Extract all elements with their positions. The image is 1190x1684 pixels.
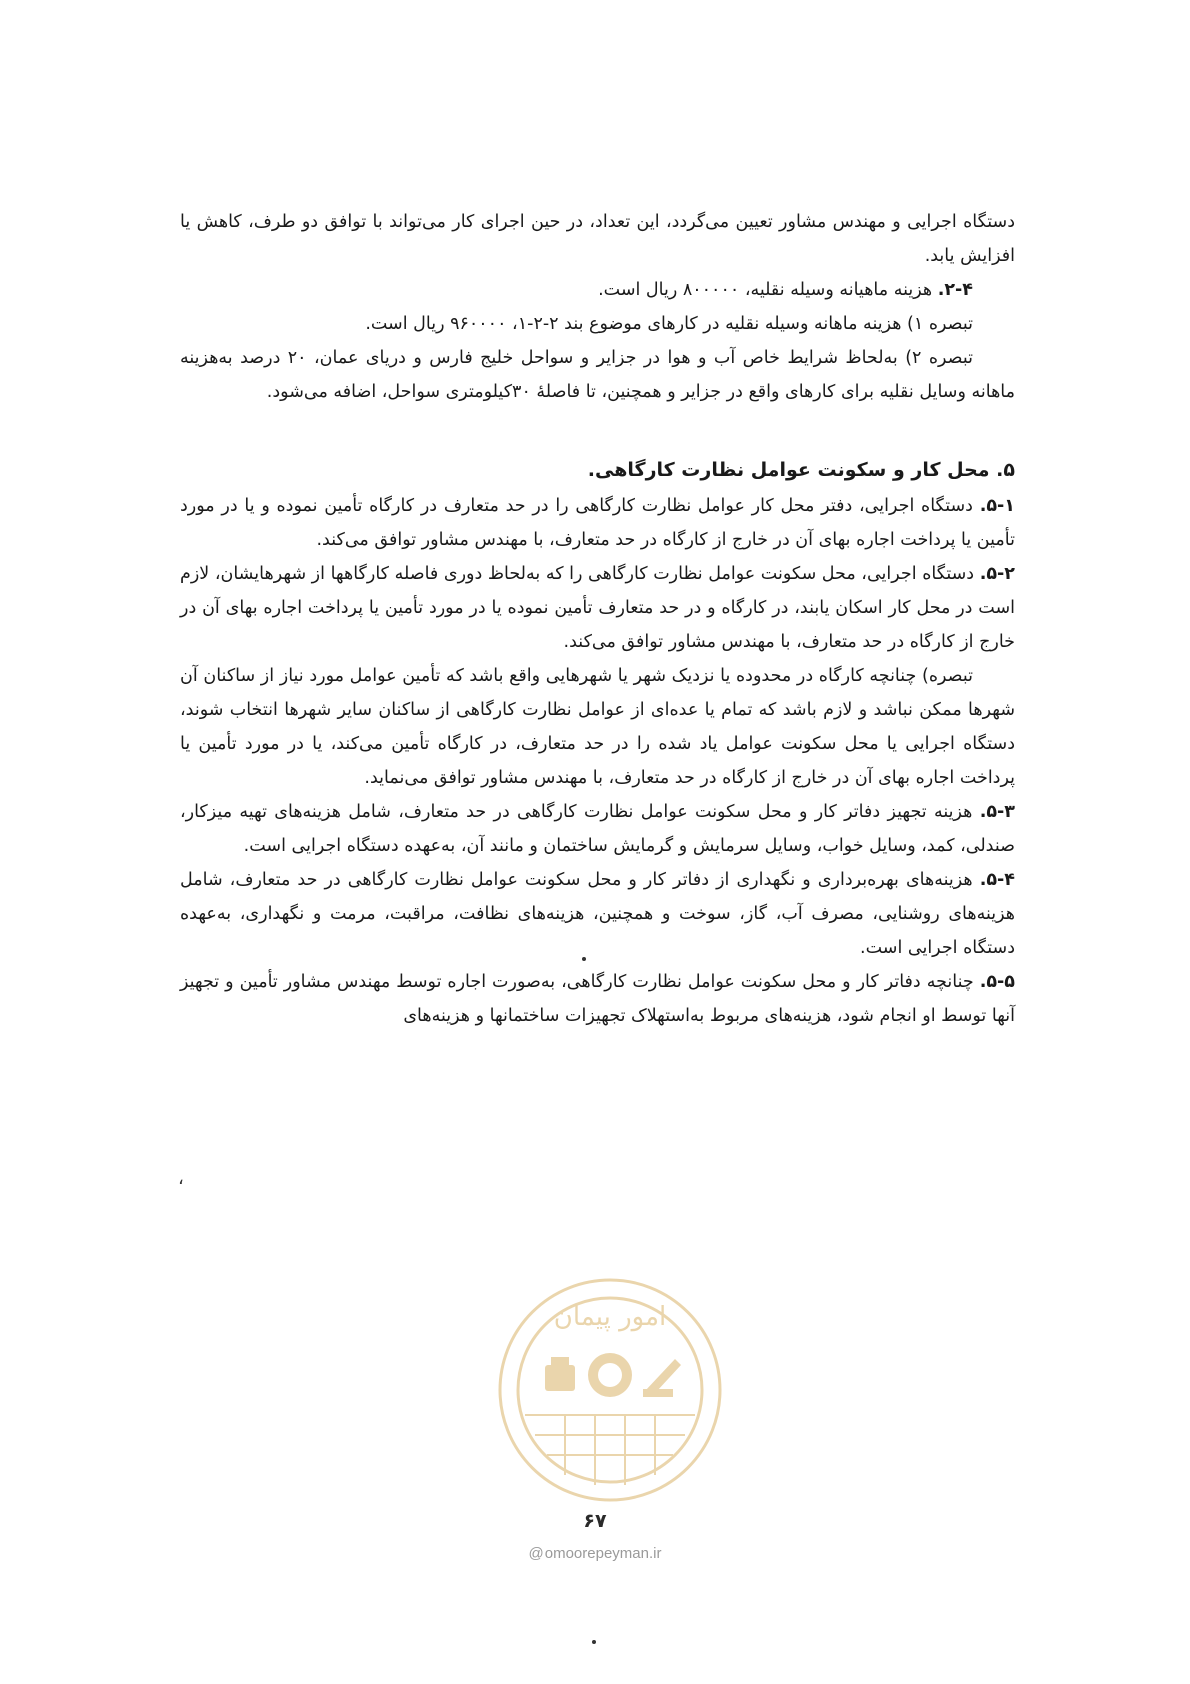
- item-number: ۲-۴.: [937, 280, 973, 300]
- item-text: هزینه تجهیز دفاتر کار و محل سکونت عوامل نظارت کارگاهی در حد متعارف، شامل هزینه‌های تهیه میزکار، صندلی، کمد، وسایل خواب، وسایل سرمایش و گرمایش ساختمان و مانند آن، به‌عهده دستگاه اجرایی است.: [180, 802, 1015, 856]
- item-5-1: [180, 489, 1015, 557]
- stray-dot-mark: [582, 957, 586, 961]
- item-5-3: [180, 795, 1015, 863]
- item-number: ۵-۱.: [979, 496, 1015, 516]
- item-text: هزینه ماهیانه وسیله نقلیه، ۸۰۰۰۰۰ ریال است.: [598, 280, 933, 300]
- item-text: دستگاه اجرایی، محل سکونت عوامل نظارت کارگاهی را که به‌لحاظ دوری فاصله کارگاهها از شهرهایشان، لازم است در محل کار اسکان یابند، در کارگاه و در حد متعارف تأمین نموده یا در مورد تأمین یا پرداخت اجاره بهای آن در خارج از کارگاه در حد متعارف، با مهندس مشاور توافق می‌کند.: [180, 564, 1015, 652]
- item-5-2: [180, 557, 1015, 659]
- item-text: هزینه‌های بهره‌برداری و نگهداری از دفاتر کار و محل سکونت عوامل نظارت کارگاهی در حد متعارف، شامل هزینه‌های روشنایی، مصرف آب، گاز، سوخت و همچنین، هزینه‌های نظافت، مراقبت، مرمت و نگهداری، به‌عهده دستگاه اجرایی است.: [180, 870, 1015, 958]
- item-4-2: [180, 273, 1015, 307]
- note-1: تبصره ۱) هزینه ماهانه وسیله نقلیه در کارهای موضوع بند ۲-۲-۱، ۹۶۰۰۰۰ ریال است.: [365, 314, 973, 334]
- section-5-heading: ۵. محل کار و سکونت عوامل نظارت کارگاهی.: [587, 459, 1015, 481]
- item-number: ۵-۵.: [979, 972, 1015, 992]
- body-text: [180, 205, 1015, 1033]
- stray-comma-mark: ،: [178, 1168, 184, 1189]
- item-text: دستگاه اجرایی، دفتر محل کار عوامل نظارت کارگاهی را در حد متعارف در کارگاه تأمین نموده و یا در مورد تأمین یا پرداخت اجاره بهای آن در خارج از کارگاه در حد متعارف، با مهندس مشاور توافق می‌کند.: [180, 496, 1015, 550]
- watermark-seal-logo: [485, 1265, 735, 1515]
- item-5-5: [180, 965, 1015, 1033]
- item-number: ۵-۲.: [979, 564, 1015, 584]
- footer-site: [0, 1545, 1190, 1562]
- item-number: ۵-۳.: [979, 802, 1015, 822]
- note-5-2: تبصره) چنانچه کارگاه در محدوده یا نزدیک شهر یا شهرهایی واقع باشد که تأمین عوامل مورد نیاز از ساکنان آن شهرها ممکن نباشد و لازم باشد که تمام یا عده‌ای از عوامل نظارت کارگاهی از ساکنان سایر شهرها انتخاب شوند، دستگاه اجرایی یا محل سکونت عوامل یاد شده را در حد متعارف، در کارگاه تأمین می‌کند، یا در مورد تأمین یا پرداخت اجاره بهای آن در خارج از کارگاه در حد متعارف، با مهندس مشاور توافق می‌نماید.: [180, 666, 1015, 788]
- note-2: تبصره ۲) به‌لحاظ شرایط خاص آب و هوا در جزایر و سواحل خلیج فارس و دریای عمان، ۲۰ درصد به‌هزینه ماهانه وسایل نقلیه برای کارهای واقع در جزایر و همچنین، تا فاصلهٔ ۳۰کیلومتری سواحل، اضافه می‌شود.: [180, 348, 1015, 402]
- item-5-4: [180, 863, 1015, 965]
- page-number: ۶۷: [583, 1510, 607, 1532]
- stray-dot-mark: [592, 1640, 596, 1644]
- at-sign-icon: @: [528, 1545, 544, 1562]
- site-url: omoorepeyman.ir: [544, 1545, 662, 1562]
- intro-paragraph: دستگاه اجرایی و مهندس مشاور تعیین می‌گردد، این تعداد، در حین اجرای کار می‌تواند با توافق دو طرف، کاهش یا افزایش یابد.: [180, 212, 1015, 266]
- item-text: چنانچه دفاتر کار و محل سکونت عوامل نظارت کارگاهی، به‌صورت اجاره توسط مهندس مشاور تأمین و تجهیز آنها توسط او انجام شود، هزینه‌های مربوط به‌استهلاک تجهیزات ساختمانها و هزینه‌های: [180, 972, 1015, 1026]
- item-number: ۵-۴.: [979, 870, 1015, 890]
- watermark-label: امور پیمان: [553, 1302, 667, 1332]
